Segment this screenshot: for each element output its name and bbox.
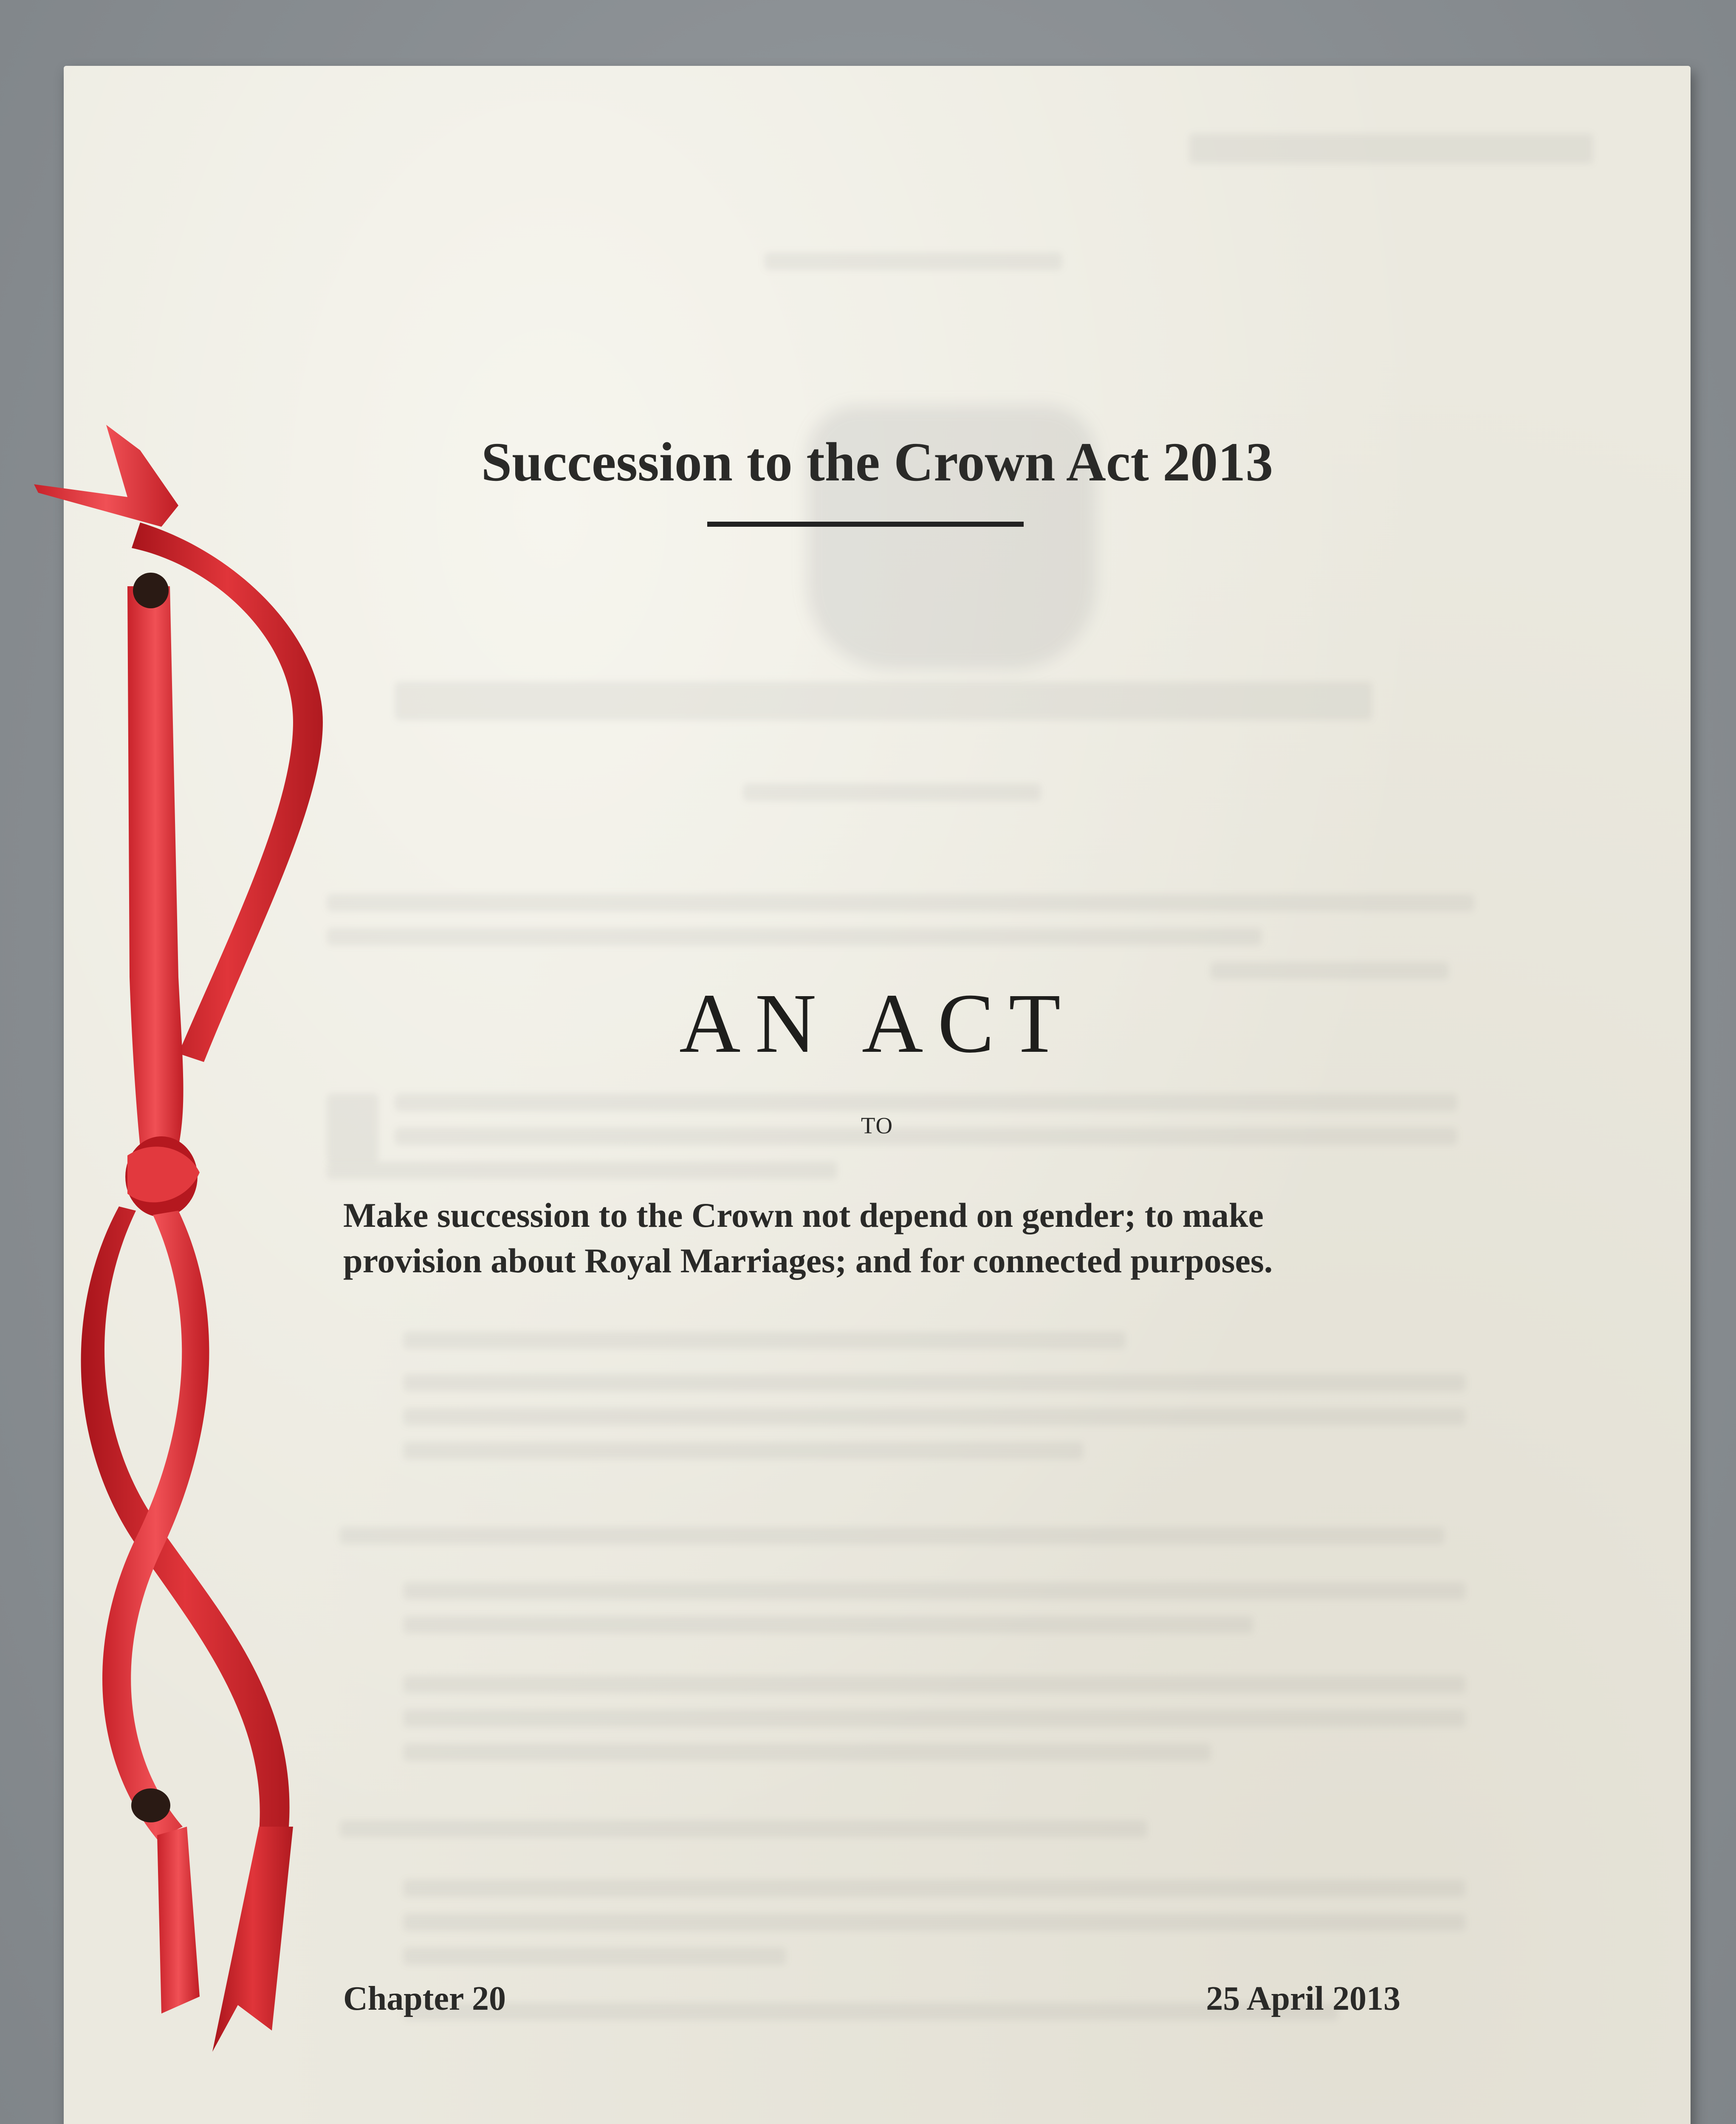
ghost-line — [404, 1880, 1465, 1897]
ghost-line — [1211, 962, 1448, 979]
royal-assent-date: 25 April 2013 — [1206, 1980, 1400, 2017]
purpose-line-1: Make succession to the Crown not depend on gender; to make — [343, 1196, 1264, 1234]
ghost-title-showthrough — [395, 682, 1372, 720]
title-underline — [707, 522, 1024, 527]
ghost-line — [404, 1332, 1126, 1349]
ghost-line — [404, 1710, 1465, 1727]
ghost-line — [404, 1582, 1465, 1599]
ribbon-top-tail — [34, 425, 178, 527]
ghost-line — [327, 894, 1474, 911]
ghost-line — [404, 1616, 1253, 1633]
ghost-line — [404, 1914, 1465, 1931]
ghost-line — [404, 1676, 1465, 1693]
chapter-number: Chapter 20 — [343, 1980, 506, 2017]
ghost-line — [327, 1162, 837, 1179]
ribbon-lower-twist-b — [102, 1211, 209, 1839]
ribbon-bottom-strand — [157, 1827, 200, 2014]
an-act-heading: AN ACT — [679, 977, 1075, 1070]
ghost-line — [404, 2003, 1338, 2020]
ghost-line — [765, 253, 1062, 270]
ribbon-vertical-strand — [127, 586, 183, 1147]
ghost-line — [743, 784, 1041, 801]
ghost-line — [395, 1094, 1457, 1111]
act-title: Succession to the Crown Act 2013 — [481, 432, 1273, 493]
ghost-line — [404, 1374, 1465, 1391]
ribbon-bottom-tail — [212, 1827, 293, 2052]
binding-hole-bottom — [131, 1788, 170, 1822]
ghost-line — [1189, 134, 1593, 164]
purpose-line-2: provision about Royal Marriages; and for connected purposes. — [343, 1241, 1273, 1280]
red-ribbon-binding — [0, 0, 382, 2124]
ghost-line — [404, 1948, 786, 1965]
ghost-line — [327, 928, 1262, 945]
ghost-line — [404, 1744, 1211, 1761]
to-connector: TO — [861, 1113, 894, 1138]
act-purpose — [343, 1193, 1448, 1283]
ghost-line — [404, 1408, 1465, 1425]
ghost-line — [340, 1527, 1444, 1544]
binding-hole-top — [133, 573, 169, 608]
ghost-line — [340, 1820, 1147, 1837]
ghost-line — [404, 1442, 1083, 1459]
